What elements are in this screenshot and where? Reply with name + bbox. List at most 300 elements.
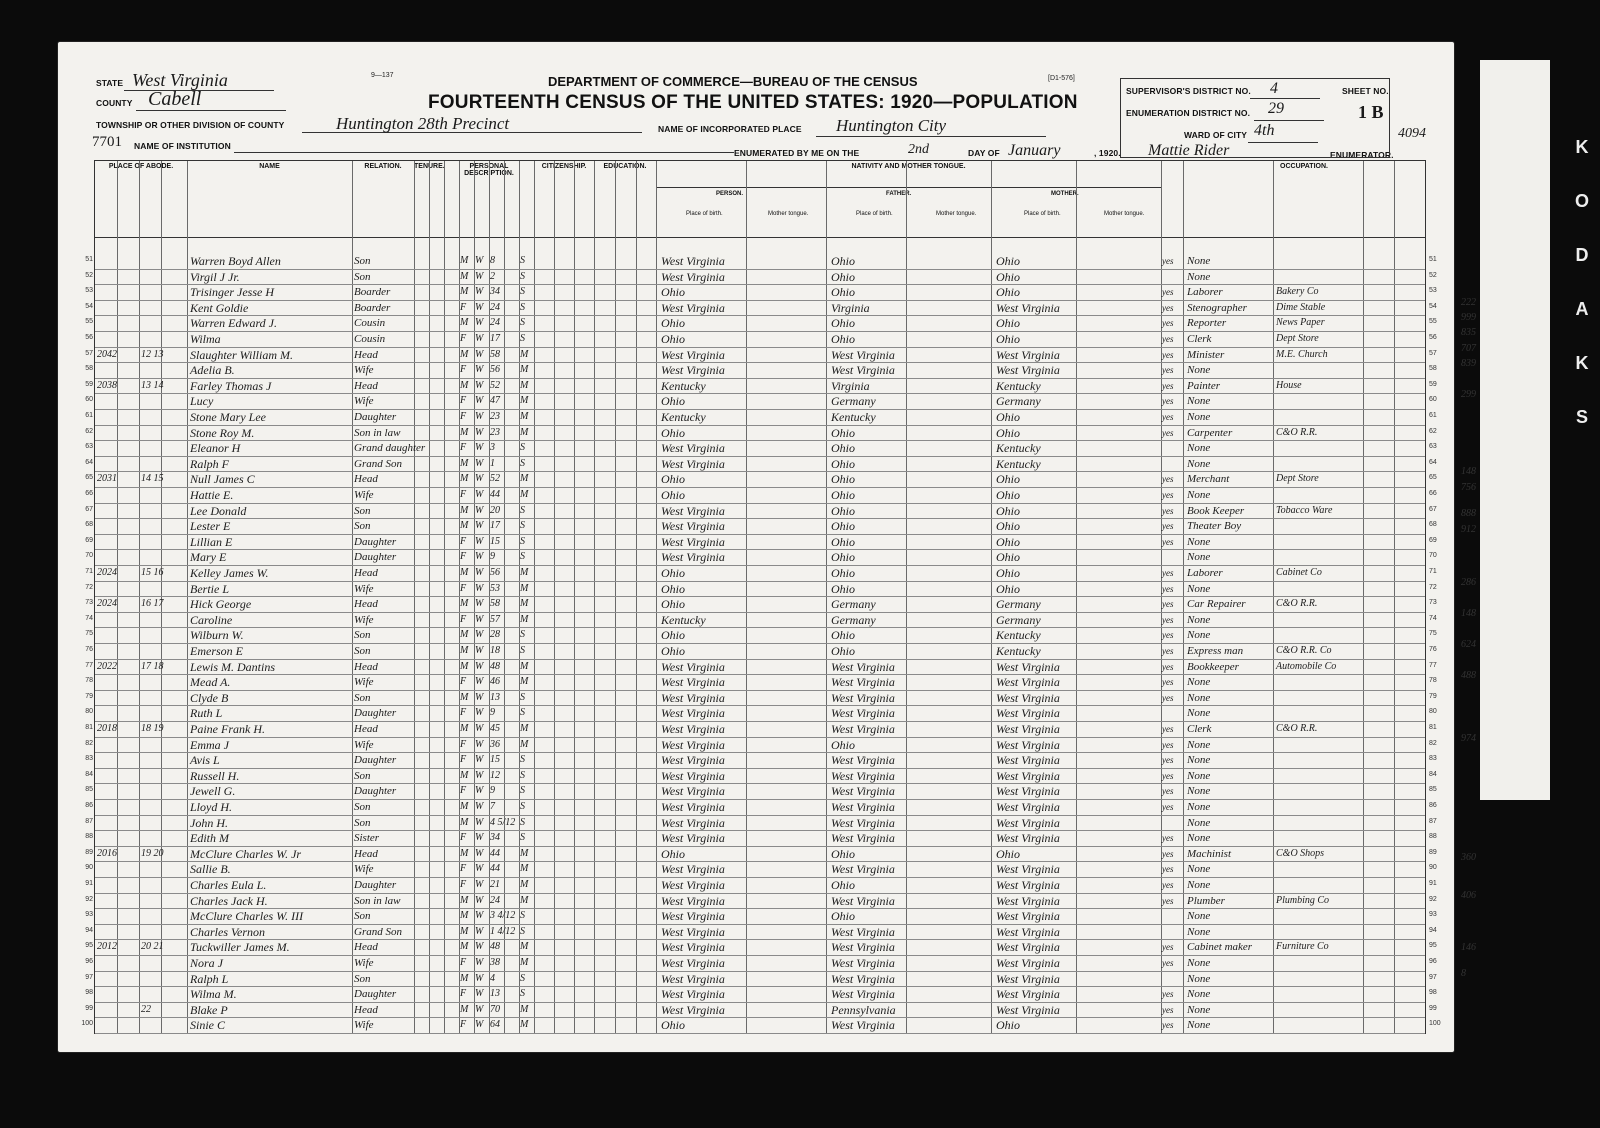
cell-mbirth: West Virginia: [996, 1002, 1060, 1017]
cell-age: 57: [490, 613, 500, 625]
cell-ms: S: [520, 645, 525, 656]
cell-birth: Ohio: [661, 472, 685, 487]
row-number-right: 92: [1429, 895, 1437, 903]
cell-mbirth: West Virginia: [996, 300, 1060, 315]
cell-occ: None: [1187, 801, 1211, 813]
grid-row-line: [95, 721, 1425, 722]
cell-name: Farley Thomas J: [190, 378, 272, 393]
cell-mbirth: Ohio: [996, 503, 1020, 518]
cell-name: Ralph L: [190, 971, 229, 986]
grid-row-line: [95, 409, 1425, 410]
cell-age: 1: [490, 457, 495, 469]
cell-age: 45: [490, 723, 500, 734]
cell-rel: Wife: [354, 582, 374, 595]
row-number: 80: [85, 708, 93, 716]
cell-sex: F: [460, 957, 467, 968]
row-number-right: 75: [1429, 630, 1437, 638]
cell-race: W: [475, 582, 484, 594]
cell-name: Bertie L: [190, 581, 229, 596]
cell-eng: yes: [1162, 474, 1174, 485]
cell-name: Charles Vernon: [190, 924, 265, 939]
row-number-right: 61: [1429, 412, 1437, 419]
cell-mbirth: Ohio: [996, 332, 1020, 346]
cell-name: Lillian E: [190, 534, 233, 549]
cell-ms: M: [520, 395, 529, 407]
row-number: 81: [85, 724, 93, 731]
grid-row-line: [95, 331, 1425, 332]
cell-race: W: [475, 270, 484, 282]
cell-race: W: [475, 723, 484, 734]
cell-rel: Head: [354, 379, 378, 392]
cell-eng: yes: [1162, 833, 1174, 844]
cell-rel: Wife: [354, 863, 374, 876]
cell-race: W: [475, 816, 484, 828]
cell-name: Stone Mary Lee: [190, 410, 266, 424]
row-number: 92: [85, 895, 93, 903]
cell-age: 9: [490, 785, 495, 797]
row-number-right: 79: [1429, 692, 1437, 700]
relation-header: RELATION.: [352, 161, 415, 237]
cell-sex: F: [460, 676, 467, 688]
cell-rel: Cousin: [354, 317, 386, 330]
cell-age: 44: [490, 847, 500, 859]
cell-age: 48: [490, 941, 500, 953]
cell-ms: S: [520, 972, 525, 984]
cell-ms: M: [520, 894, 529, 906]
row-number: 90: [85, 864, 93, 872]
cell-ms: M: [520, 723, 529, 734]
row-number-right: 68: [1429, 521, 1437, 529]
cell-race: W: [475, 660, 484, 672]
cell-sex: M: [460, 894, 469, 906]
row-number: 67: [85, 505, 93, 513]
personal-header: PERSONAL DESCRIPTION.: [444, 161, 535, 237]
cell-birth: West Virginia: [661, 878, 725, 892]
cell-race: W: [475, 629, 484, 641]
cell-ms: S: [520, 535, 525, 547]
cell-occ: None: [1187, 489, 1211, 501]
row-number-right: 100: [1429, 1020, 1441, 1028]
cell-fbirth: West Virginia: [831, 956, 895, 970]
cell-birth: Ohio: [661, 628, 685, 643]
cell-fam: 17 18: [141, 660, 164, 672]
census-title: FOURTEENTH CENSUS OF THE UNITED STATES: 1920—POPULATION: [428, 92, 1078, 113]
cell-name: Wilburn W.: [190, 628, 244, 643]
row-number: 64: [85, 458, 93, 466]
row-number: 91: [85, 880, 93, 887]
cell-ind: M.E. Church: [1276, 348, 1328, 360]
cell-race: W: [475, 567, 484, 578]
cell-birth: Ohio: [661, 581, 685, 596]
cell-occ: None: [1187, 691, 1211, 704]
cell-ms: S: [520, 270, 525, 282]
cell-rel: Grand daughter: [354, 442, 426, 455]
row-number: 85: [85, 786, 93, 794]
cell-occ: Carpenter: [1187, 426, 1233, 439]
cell-sex: M: [460, 629, 469, 641]
cell-rel: Boarder: [354, 286, 391, 299]
cell-mbirth: West Virginia: [996, 987, 1060, 1002]
cell-ms: M: [520, 957, 529, 968]
cell-occ: None: [1187, 754, 1211, 767]
cell-mbirth: Ohio: [996, 534, 1020, 549]
cell-age: 58: [490, 598, 500, 610]
cell-occ: Car Repairer: [1187, 598, 1246, 611]
cell-ms: S: [520, 317, 525, 329]
cell-birth: West Virginia: [661, 441, 725, 456]
cell-fbirth: West Virginia: [831, 987, 895, 1002]
cell-birth: Ohio: [661, 285, 685, 300]
cell-birth: West Virginia: [661, 862, 725, 877]
place-of-abode-header: PLACE OF ABODE.: [95, 161, 188, 237]
cell-sex: M: [460, 520, 469, 532]
cell-house: 2031: [97, 473, 117, 485]
cell-sex: F: [460, 988, 467, 1000]
cell-sex: F: [460, 832, 467, 844]
cell-ms: M: [520, 426, 529, 438]
margin-number: 835: [1461, 327, 1476, 338]
cell-occ: None: [1187, 925, 1211, 938]
cell-name: Lloyd H.: [190, 800, 232, 814]
cell-race: W: [475, 317, 484, 329]
cell-fbirth: West Virginia: [831, 675, 895, 690]
cell-rel: Son: [354, 270, 371, 283]
cell-ind: C&O R.R. Co: [1276, 645, 1332, 656]
cell-name: Ralph F: [190, 456, 229, 471]
cell-fbirth: West Virginia: [831, 1018, 895, 1033]
row-number: 79: [85, 692, 93, 700]
cell-race: W: [475, 925, 484, 937]
year-label: , 1920.: [1094, 148, 1121, 158]
cell-occ: None: [1187, 863, 1211, 876]
cell-age: 1 4/12: [490, 925, 516, 937]
cell-birth: West Virginia: [661, 753, 725, 768]
row-number: 56: [85, 334, 93, 341]
cell-rel: Son: [354, 910, 371, 923]
cell-rel: Wife: [354, 364, 374, 377]
cell-house: 2042: [97, 348, 117, 360]
cell-rel: Wife: [354, 613, 374, 626]
cell-fbirth: Ohio: [831, 472, 855, 487]
cell-age: 36: [490, 738, 500, 750]
form-code: [D1-576]: [1048, 75, 1075, 82]
cell-age: 9: [490, 707, 495, 719]
cell-name: Wilma: [190, 332, 221, 346]
cell-sex: M: [460, 972, 469, 984]
film-letter: O: [1574, 191, 1589, 211]
cell-fbirth: Ohio: [831, 519, 855, 534]
cell-sex: F: [460, 613, 467, 625]
cell-race: W: [475, 333, 484, 344]
cell-fam: 18 19: [141, 723, 164, 734]
cell-ms: M: [520, 1019, 529, 1031]
margin-number: 8: [1461, 968, 1466, 979]
cell-rel: Son: [354, 255, 371, 267]
cell-fam: 13 14: [141, 379, 164, 391]
cell-ms: S: [520, 457, 525, 469]
cell-sex: F: [460, 707, 467, 719]
row-number-right: 83: [1429, 755, 1437, 763]
row-number-right: 56: [1429, 334, 1437, 341]
cell-birth: West Virginia: [661, 550, 725, 565]
row-number-right: 69: [1429, 536, 1437, 544]
cell-sex: F: [460, 863, 467, 875]
enum-district-value: 29: [1268, 100, 1284, 117]
cell-sex: F: [460, 364, 467, 376]
cell-rel: Son: [354, 645, 371, 657]
cell-occ: Painter: [1187, 379, 1220, 392]
cell-mbirth: West Virginia: [996, 831, 1060, 846]
cell-race: W: [475, 535, 484, 547]
cell-ms: M: [520, 411, 529, 422]
cell-rel: Wife: [354, 1019, 374, 1032]
cell-rel: Son: [354, 629, 371, 642]
cell-race: W: [475, 957, 484, 968]
cell-age: 56: [490, 364, 500, 376]
enum-district-label: ENUMERATION DISTRICT NO.: [1126, 108, 1251, 118]
cell-occ: None: [1187, 972, 1211, 985]
cell-age: 28: [490, 629, 500, 641]
cell-race: W: [475, 473, 484, 485]
cell-fbirth: Virginia: [831, 300, 870, 315]
cell-mbirth: West Virginia: [996, 909, 1060, 924]
cell-sex: M: [460, 598, 469, 610]
cell-rel: Cousin: [354, 333, 386, 345]
cell-race: W: [475, 286, 484, 298]
cell-birth: West Virginia: [661, 254, 725, 268]
cell-house: 2016: [97, 847, 117, 859]
cell-name: Stone Roy M.: [190, 425, 255, 440]
cell-sex: M: [460, 379, 469, 391]
row-number-right: 97: [1429, 973, 1437, 981]
cell-rel: Daughter: [354, 551, 397, 564]
cell-fam: 15 16: [141, 567, 164, 578]
row-number: 52: [85, 271, 93, 279]
cell-rel: Head: [354, 473, 378, 486]
cell-fbirth: Ohio: [831, 628, 855, 643]
cell-ms: S: [520, 520, 525, 532]
cell-sex: F: [460, 1019, 467, 1031]
margin-number: 974: [1461, 733, 1476, 744]
state-value: West Virginia: [132, 70, 228, 90]
cell-race: W: [475, 676, 484, 688]
cell-birth: West Virginia: [661, 784, 725, 799]
margin-number: 707: [1461, 343, 1476, 354]
row-number: 75: [85, 630, 93, 638]
cell-rel: Son: [354, 691, 371, 704]
cell-mbirth: West Virginia: [996, 924, 1060, 939]
cell-age: 48: [490, 660, 500, 672]
cell-house: 2024: [97, 567, 117, 578]
cell-birth: West Virginia: [661, 503, 725, 518]
enumerated-label: ENUMERATED BY ME ON THE: [734, 148, 860, 158]
cell-mbirth: West Virginia: [996, 956, 1060, 970]
ward-value: 4th: [1254, 122, 1275, 139]
cell-birth: Kentucky: [661, 378, 706, 393]
grid-row-line: [95, 877, 1425, 878]
row-number-right: 65: [1429, 474, 1437, 482]
cell-eng: yes: [1162, 724, 1174, 734]
cell-birth: West Virginia: [661, 737, 725, 752]
row-number: 63: [85, 443, 93, 451]
cell-birth: West Virginia: [661, 363, 725, 378]
cell-eng: yes: [1162, 318, 1174, 329]
cell-sex: M: [460, 941, 469, 953]
cell-birth: West Virginia: [661, 456, 725, 471]
cell-mbirth: Ohio: [996, 581, 1020, 596]
row-number-right: 59: [1429, 380, 1437, 388]
cell-sex: F: [460, 395, 467, 407]
cell-fbirth: Germany: [831, 597, 876, 612]
cell-race: W: [475, 691, 484, 703]
row-number-right: 67: [1429, 505, 1437, 513]
cell-birth: West Virginia: [661, 269, 725, 284]
margin-number: 299: [1461, 389, 1476, 400]
grid-row-line: [95, 799, 1425, 800]
row-number: 93: [85, 911, 93, 919]
margin-number: 912: [1461, 524, 1476, 535]
cell-fbirth: Ohio: [831, 269, 855, 284]
cell-occ: None: [1187, 411, 1211, 423]
cell-occ: Book Keeper: [1187, 504, 1245, 517]
cell-race: W: [475, 1003, 484, 1015]
cell-occ: Clerk: [1187, 333, 1212, 345]
cell-birth: West Virginia: [661, 519, 725, 534]
cell-race: W: [475, 411, 484, 422]
row-number-right: 81: [1429, 724, 1437, 731]
cell-race: W: [475, 520, 484, 532]
cell-ms: M: [520, 364, 529, 376]
cell-rel: Sister: [354, 832, 380, 845]
cell-occ: Reporter: [1187, 317, 1227, 330]
cell-sex: F: [460, 442, 467, 454]
margin-numbers: [1461, 0, 1501, 1128]
grid-row-line: [95, 986, 1425, 987]
row-number: 55: [85, 318, 93, 326]
cell-occ: None: [1187, 1019, 1211, 1032]
cell-sex: M: [460, 645, 469, 656]
cell-ms: S: [520, 988, 525, 1000]
row-number: 77: [85, 661, 93, 669]
department-title: DEPARTMENT OF COMMERCE—BUREAU OF THE CENSUS: [548, 74, 918, 89]
cell-rel: Daughter: [354, 879, 397, 891]
cell-sex: M: [460, 473, 469, 485]
cell-ms: S: [520, 255, 525, 266]
cell-birth: West Virginia: [661, 940, 725, 955]
cell-fbirth: West Virginia: [831, 690, 895, 705]
row-number-right: 60: [1429, 396, 1437, 404]
cell-mbirth: Kentucky: [996, 628, 1041, 643]
cell-eng: yes: [1162, 349, 1174, 360]
cell-age: 58: [490, 348, 500, 360]
cell-occ: None: [1187, 832, 1211, 845]
sheet-value: 1 B: [1358, 102, 1384, 122]
cell-rel: Daughter: [354, 988, 397, 1001]
cell-name: Kelley James W.: [190, 566, 269, 580]
cell-age: 70: [490, 1003, 500, 1015]
cell-birth: Ohio: [661, 846, 685, 861]
margin-number: 406: [1461, 890, 1476, 901]
grid-row-line: [95, 752, 1425, 753]
cell-race: W: [475, 769, 484, 781]
row-number-right: 72: [1429, 583, 1437, 591]
cell-name: Sallie B.: [190, 862, 231, 877]
cell-eng: yes: [1162, 739, 1174, 750]
cell-sex: M: [460, 567, 469, 578]
cell-sex: M: [460, 317, 469, 329]
cell-occ: None: [1187, 535, 1211, 548]
grid-row-line: [95, 347, 1425, 348]
cell-occ: Laborer: [1187, 567, 1223, 579]
cell-ms: S: [520, 801, 525, 812]
row-number: 71: [85, 568, 93, 575]
enumerator-name: Mattie Rider: [1148, 142, 1230, 159]
cell-ms: S: [520, 691, 525, 703]
row-number-right: 90: [1429, 864, 1437, 872]
cell-fbirth: Ohio: [831, 488, 855, 502]
grid-row-line: [95, 1002, 1425, 1003]
cell-age: 24: [490, 317, 500, 329]
row-number-right: 76: [1429, 646, 1437, 653]
cell-fbirth: Ohio: [831, 456, 855, 471]
cell-mbirth: Ohio: [996, 1018, 1020, 1033]
cell-mbirth: West Virginia: [996, 363, 1060, 378]
cell-name: McClure Charles W. Jr: [190, 846, 302, 861]
cell-house: 2018: [97, 723, 117, 734]
cell-rel: Son: [354, 769, 371, 782]
cell-age: 38: [490, 957, 500, 968]
grid-row-line: [95, 705, 1425, 706]
row-number-right: 52: [1429, 271, 1437, 279]
row-number: 83: [85, 755, 93, 763]
cell-ms: M: [520, 489, 529, 500]
cell-house: 2022: [97, 660, 117, 672]
margin-number: 360: [1461, 852, 1476, 863]
cell-ind: Furniture Co: [1276, 941, 1329, 953]
cell-name: Virgil J Jr.: [190, 269, 240, 284]
cell-occ: None: [1187, 270, 1211, 283]
cell-age: 4: [490, 972, 495, 984]
cell-race: W: [475, 879, 484, 890]
grid-row-line: [95, 456, 1425, 457]
cell-occ: None: [1187, 988, 1211, 1001]
cell-eng: yes: [1162, 380, 1174, 391]
cell-fbirth: West Virginia: [831, 862, 895, 877]
cell-eng: yes: [1162, 521, 1174, 532]
cell-mbirth: Kentucky: [996, 441, 1041, 456]
cell-name: Charles Eula L.: [190, 878, 267, 892]
supervisor-label: SUPERVISOR'S DISTRICT NO.: [1126, 86, 1251, 96]
cell-mbirth: West Virginia: [996, 815, 1060, 830]
cell-age: 44: [490, 489, 500, 500]
cell-ms: S: [520, 785, 525, 797]
row-number: 53: [85, 287, 93, 295]
education-header: EDUCATION.: [594, 161, 657, 237]
cell-mbirth: West Virginia: [996, 878, 1060, 892]
cell-fbirth: West Virginia: [831, 893, 895, 908]
cell-sex: F: [460, 551, 467, 563]
row-number-right: 99: [1429, 1004, 1437, 1012]
census-grid: [81, 160, 1441, 1034]
row-number-right: 71: [1429, 568, 1437, 575]
cell-ind: C&O R.R.: [1276, 598, 1318, 610]
grid-row-line: [95, 378, 1425, 379]
cell-eng: yes: [1162, 755, 1174, 766]
cell-mbirth: West Virginia: [996, 862, 1060, 877]
cell-mbirth: Ohio: [996, 269, 1020, 284]
cell-fbirth: Ohio: [831, 441, 855, 456]
cell-name: Tuckwiller James M.: [190, 940, 290, 955]
